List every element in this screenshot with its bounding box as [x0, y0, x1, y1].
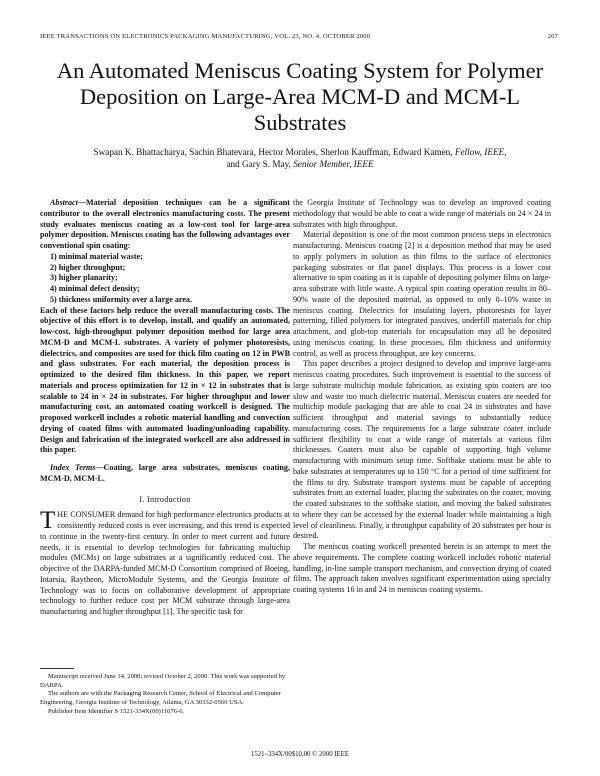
- index-terms-label: Index Terms—: [50, 463, 104, 472]
- list-item: 1) minimal material waste;: [50, 251, 143, 261]
- index-terms-text: Coating, large area substrates, meniscus coating, MCM-D, MCM-L.: [40, 463, 291, 483]
- index-terms: [40, 463, 290, 485]
- abstract-intro: Material deposition techniques can be a significant contributor to the overall electronics manufacturing costs. The present study evaluates meniscus coating as a low-cost tool for large-area polymer deposition. Meniscus coating has the following advantages over conventional spin coating:: [40, 198, 290, 250]
- title-line-1: An Automated Meniscus Coating System for Polymer: [56, 58, 544, 83]
- list-item: 2) higher throughput;: [50, 262, 126, 272]
- paragraph: the Georgia Institute of Technology was to develop an improved coating methodology that would be able to coat a wide range of materials on 24 × 24 in substrates with high throughput.: [293, 198, 551, 229]
- title-line-2: Deposition on Large-Area MCM-D and MCM-L: [79, 84, 521, 109]
- list-item: 3) higher planarity;: [50, 273, 118, 283]
- running-header: [40, 33, 558, 45]
- footnote-identifier: Publisher Item Identifier S 1521-334X(00)11076-6.: [48, 707, 185, 715]
- title-line-3: Substrates: [253, 110, 347, 135]
- drop-cap: T: [40, 507, 56, 535]
- author-list: [40, 146, 560, 171]
- list-item: 5) thickness uniformity over a large area.: [50, 294, 192, 304]
- author-role-senior: Senior Member, IEEE: [293, 159, 374, 170]
- journal-header: IEEE TRANSACTIONS ON ELECTRONICS PACKAGING MANUFACTURING, VOL. 23, NO. 4, OCTOBER 2000: [40, 33, 371, 40]
- footnote-rule: [40, 668, 74, 669]
- paragraph: Material deposition is one of the most common process steps in electronics manufacturing. Meniscus coating [2] is a deposition method that may be used to apply polymers in solution as thin films to the surface of electronics packaging substrates or flat panel displays. This process is a lower cost alternative to spin coating as it is capable of depositing polymer films on large-area substrate with little waste. A typical spin coating operation results in 80–90% waste of the deposited material, as opposed to only 0–10% waste in meniscus coating. Dielectrics for insulating layers, photoresists for layer patterning, filled polymers for integrated passives, underfill materials for chip attachment, and glob-top materials for encapsulation may all be deposited using meniscus coating. In these processes, film thickness and uniformity control, as well as process throughput, are key concerns.: [293, 230, 551, 358]
- authors-line-1: Swapan K. Bhattacharya, Sachin Bhatevara, Hector Morales, Sherlon Kauffman, Edward Kamen,: [93, 147, 453, 157]
- paragraph: The meniscus coating workcell presented herein is an attempt to meet the above requirements. The complete coating workcell includes robotic material handling, in-line sample transport mechanism, and convection drying of coated films. The approach taken involves significant experimentation using specialty coating systems 16 in and 24 in meniscus coating systems.: [293, 542, 551, 594]
- footnote-affiliation: The authors are with the Packaging Research Center, School of Electrical and Computer Engineering, Georgia Institute of Technology, Atlanta, GA 30332-0560 USA.: [40, 690, 281, 707]
- footnote-received: Manuscript received June 14, 2000; revised October 2, 2000. This work was supported by DARPA.: [40, 673, 286, 689]
- abstract-label: Abstract—: [50, 198, 86, 207]
- paragraph: This paper describes a project designed to develop and improve large-area meniscus coating procedures. Such improvement is essential to the success of large substrate multichip module fabrication, as existing spin coaters are too slow and waste too much dielectric material. Meniscus coaters are needed for multichip module packaging that are able to coat 24 in substrates and have sufficient throughput and material savings to substantially reduce manufacturing costs. The requirements for a large substrate coater include sufficient flexibility to coat a wide range of materials at various film thicknesses. Coaters must also be capable of supporting high volume manufacturing with minimum setup time. Softbake stations must be able to bake substrates at temperatures up to 150 °C for a period of time sufficient for the films to dry. Substrate transport systems must be capable of accepting substrates from an external loader, placing the substrates on the coater, moving the coated substrates to the softbake station, and moving the baked substrates to where they can be accessed by the external loader while maintaining a high level of cleanliness. Finally, a throughput capability of 20 substrates per hour is desired.: [293, 359, 551, 541]
- intro-text: demand for high performance electronics products at consistently reduced costs is ever increasing, and this trend is expected to continue in the twenty-first century. In order to meet current and future needs, it is essential to develop technologies for fabricating multichip modules (MCMs) on large substrates at a significantly reduced cost. The objective of the DARPA-funded MCM-D Consortium comprised of Boeing, Intarsia, Raytheon, MicroModule Systems, and the Georgia Institute of Technology was to focus on collaborative development of appropriate technology to further reduce cost per MCM substrate through large-area manufacturing and higher throughput [1]. The specific task for: [40, 510, 290, 616]
- paper-title: [20, 58, 580, 136]
- copyright-footer: 1521–334X/00$10.00 © 2000 IEEE: [250, 751, 350, 758]
- right-column: [293, 198, 551, 596]
- intro-first-word: HE CONSUMER: [57, 510, 116, 520]
- abstract: [40, 198, 290, 456]
- section-heading-introduction: I. Introduction: [139, 494, 191, 504]
- intro-paragraph: [40, 507, 290, 618]
- page-number: 267: [547, 33, 558, 40]
- list-item: 4) minimal defect density;: [50, 284, 140, 293]
- author-role-fellow: Fellow, IEEE,: [454, 147, 507, 157]
- authors-line-2: and Gary S. May,: [226, 159, 291, 170]
- footnotes: [40, 668, 290, 717]
- abstract-body: Each of these factors help reduce the overall manufacturing costs. The objective of this effort is to develop, install, and qualify an automated, low-cost, high-throughput polymer deposition method for large area MCM-D and MCM-L substrates. A variety of polymer photoresists, dielectrics, and composites are used for thick film coating on 12 in PWB and glass substrates. For each material, the deposition process is optimized to the desired film thickness. In this paper, we report materials and process optimization for 12 in × 12 in substrates that is scalable to 24 in × 24 in substrates. For higher throughput and lower manufacturing cost, an automated coating workcell is designed. The proposed workcell includes a robotic material handling and convection drying of coated films with automated loading/unloading capability. Design and fabrication of the integrated workcell are also addressed in this paper.: [40, 305, 290, 455]
- left-column: [40, 198, 290, 618]
- advantages-list: [40, 252, 290, 306]
